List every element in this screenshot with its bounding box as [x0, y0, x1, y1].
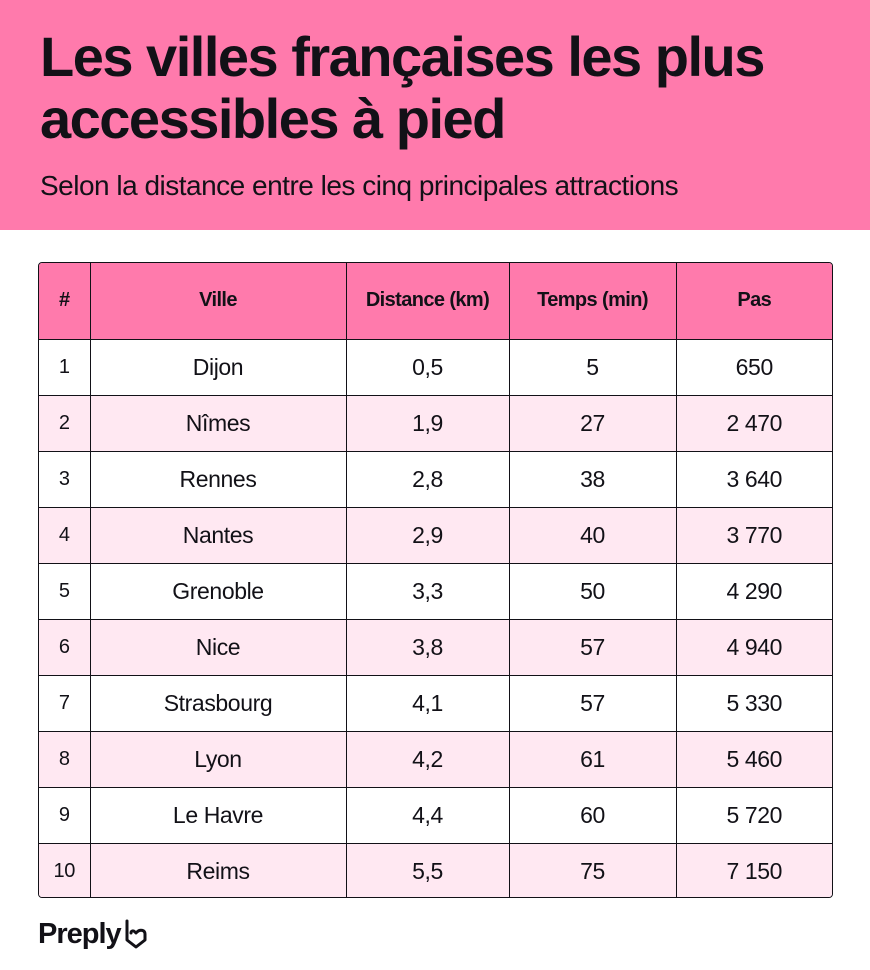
- cell-rank: 7: [39, 675, 90, 731]
- cell-steps: 5 460: [676, 731, 832, 787]
- table-row: [39, 339, 832, 395]
- cell-time: 50: [509, 563, 676, 619]
- cell-city: Nantes: [90, 507, 346, 563]
- cell-steps: 5 330: [676, 675, 832, 731]
- page-title: Les villes françaises les plus accessibles à pied: [40, 25, 764, 150]
- cell-distance: 3,3: [346, 563, 509, 619]
- column-header-rank: #: [39, 263, 90, 339]
- page-subtitle: Selon la distance entre les cinq principales attractions: [40, 170, 679, 201]
- table-row: [39, 395, 832, 451]
- column-header-time: Temps (min): [509, 263, 676, 339]
- cell-distance: 5,5: [346, 843, 509, 898]
- cell-steps: 4 290: [676, 563, 832, 619]
- cell-rank: 6: [39, 619, 90, 675]
- cell-distance: 2,8: [346, 451, 509, 507]
- cell-rank: 8: [39, 731, 90, 787]
- logo-text: Preply: [38, 917, 121, 950]
- cell-distance: 4,2: [346, 731, 509, 787]
- table-row: [39, 619, 832, 675]
- cell-city: Rennes: [90, 451, 346, 507]
- cell-city: Strasbourg: [90, 675, 346, 731]
- cell-city: Nîmes: [90, 395, 346, 451]
- cell-time: 27: [509, 395, 676, 451]
- preply-heart-icon: [123, 918, 149, 950]
- cell-steps: 7 150: [726, 857, 783, 884]
- cell-time: 57: [509, 675, 676, 731]
- cell-time: 57: [509, 619, 676, 675]
- table-row: [39, 731, 832, 787]
- cell-time: 5: [509, 339, 676, 395]
- ranking-table: [38, 262, 833, 898]
- cell-rank: 2: [39, 395, 90, 451]
- cell-steps: 4 940: [676, 619, 832, 675]
- cell-steps: 2 470: [676, 395, 832, 451]
- cell-city: Nice: [90, 619, 346, 675]
- cell-rank: 4: [39, 507, 90, 563]
- header-banner: [0, 0, 870, 230]
- column-header-distance: Distance (km): [346, 263, 509, 339]
- cell-steps: 3 770: [676, 507, 832, 563]
- cell-distance: 1,9: [346, 395, 509, 451]
- table-row: [39, 451, 832, 507]
- cell-steps: 650: [676, 339, 832, 395]
- cell-city: Grenoble: [90, 563, 346, 619]
- cell-city: Lyon: [90, 731, 346, 787]
- table-row: [39, 507, 832, 563]
- cell-time: 38: [509, 451, 676, 507]
- table-row: [39, 787, 832, 843]
- preply-logo: [38, 914, 149, 954]
- table-header-row: [39, 263, 832, 339]
- cell-city: Le Havre: [90, 787, 346, 843]
- cell-distance: 4,1: [346, 675, 509, 731]
- cell-rank: 10: [39, 843, 90, 898]
- cell-distance: 4,4: [346, 787, 509, 843]
- table-row: [39, 675, 832, 731]
- column-header-city: Ville: [90, 263, 346, 339]
- table-body: [39, 339, 832, 898]
- cell-time: 75: [509, 843, 676, 898]
- cell-rank: 3: [39, 451, 90, 507]
- cell-time: 61: [509, 731, 676, 787]
- cell-rank: 1: [39, 339, 90, 395]
- cell-rank: 5: [39, 563, 90, 619]
- cell-time: 60: [509, 787, 676, 843]
- table-row: [39, 843, 832, 898]
- cell-distance: 0,5: [346, 339, 509, 395]
- cell-steps: 3 640: [676, 451, 832, 507]
- cell-rank: 9: [39, 787, 90, 843]
- cell-city: Dijon: [90, 339, 346, 395]
- column-header-steps: Pas: [676, 263, 832, 339]
- cell-time: 40: [509, 507, 676, 563]
- cell-steps: 5 720: [676, 787, 832, 843]
- cell-distance: 3,8: [346, 619, 509, 675]
- cell-distance: 2,9: [346, 507, 509, 563]
- table-row: [39, 563, 832, 619]
- cell-city: Reims: [90, 843, 346, 898]
